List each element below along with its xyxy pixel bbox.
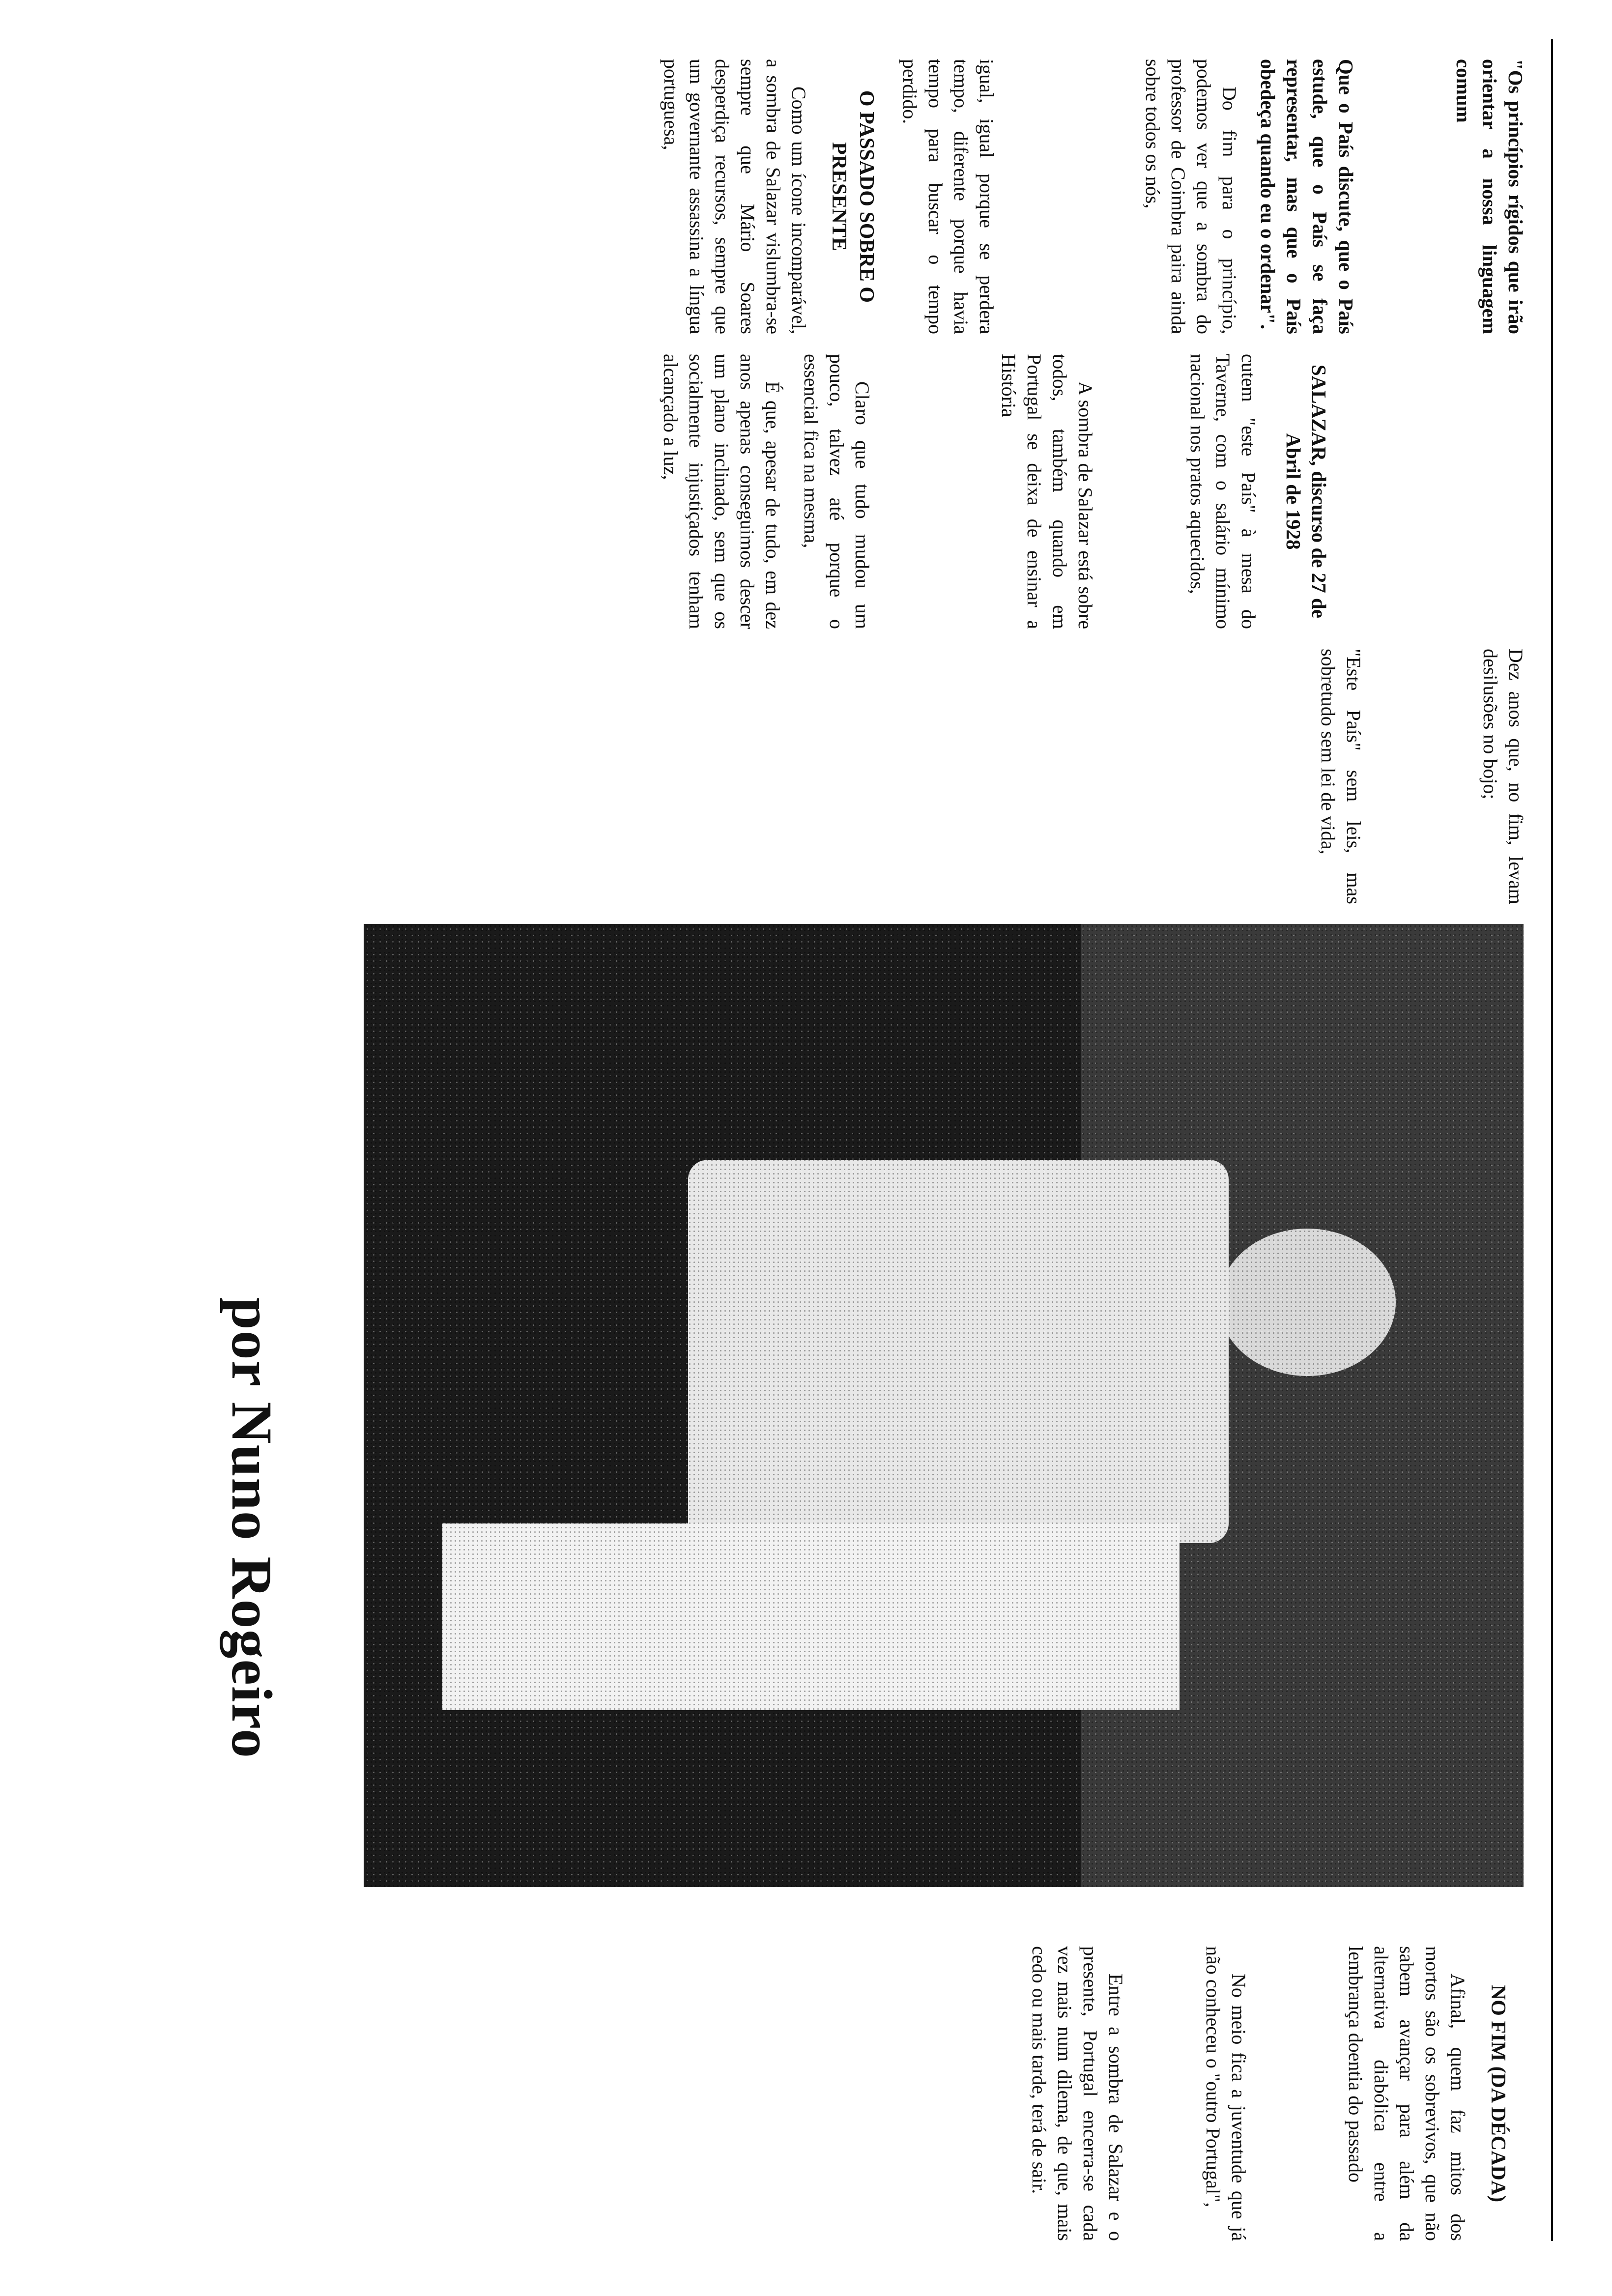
illegible-gap [1098,354,1172,629]
column-4 [1013,1946,1528,2241]
illegible-gap [1366,649,1465,904]
subheading: NO FIM (DA DÉCADA) [1487,1984,1509,2203]
paragraph: No meio fica a juventude que já não conheceu o "outro Portugal", [1202,1946,1250,2241]
illegible-gap [1251,1946,1330,2241]
paragraph: Como um ícone incomparável, a sombra de Salazar vislumbra-se sempre que Mário Soares desperdiça recursos, sempre que um governante assassina a língua portuguesa, [660,59,810,334]
paragraph: "Este País" sem leis, mas sobretudo sem lei de vida, [1317,649,1365,904]
paragraph: Dez anos que, no fim, levam desilusões no bojo; [1479,649,1527,904]
paragraph: Claro que tudo mudou um pouco, talvez até porque o essencial fica na mesma, [800,354,873,629]
paragraph: igual, igual porque se perdera tempo, diferente porque havia tempo para buscar o tempo perdido. [899,59,998,334]
subheading: O PASSADO SOBRE O PRESENTE [828,90,878,303]
photo-grain [364,924,1524,1887]
illegible-gap [999,59,1127,334]
column-1 [645,59,1528,334]
epigraph-closing: Que o País discute, que o País estude, que o País se faça representar, mas que o País obedeça quando eu o ordenar". [1257,59,1357,334]
byline: por Nuno Rogeiro [220,1297,284,1759]
paragraph: Afinal, quem faz mitos dos mortos são os sobrevivos, que não sabem avançar para além da alternativa diabólica entre a lembrança doentia do passado [1345,1946,1469,2241]
illegible-gap [1359,59,1438,334]
salazar-photo [364,924,1524,1887]
epigraph-signature: SALAZAR, discurso de 27 de Abril de 1928 [1282,365,1330,618]
paragraph: É que, apesar de tudo, em dez anos apenas conseguimos descer um plano inclinado, sem que os socialmente injustiçados tenham alcançado a luz, [660,354,784,629]
illegible-gap [1128,1946,1187,2241]
top-rule [1551,39,1553,2241]
illegible-gap [1342,354,1528,629]
paragraph: A sombra de Salazar está sobre todos, também quando em Portugal se deixa de ensinar a História [998,354,1096,629]
illegible-gap [875,354,983,629]
epigraph-text: "Os princípios rígidos que irão orientar a nossa linguagem comum [1452,59,1527,334]
column-2 [645,354,1528,629]
column-3 [1302,649,1528,904]
paragraph: cutem "este País" à mesa do Taverne, com o salário mínimo nacional nos pratos aquecidos, [1186,354,1260,629]
paragraph: Entre a sombra de Salazar e o presente, Portugal encerra-se cada vez mais num dilema, de que, mais cedo ou mais tarde, terá de sair. [1028,1946,1127,2241]
paragraph: Do fim para o princípio, podemos ver que a sombra do professor de Coimbra paira ainda sobre todos os nós, [1142,59,1240,334]
